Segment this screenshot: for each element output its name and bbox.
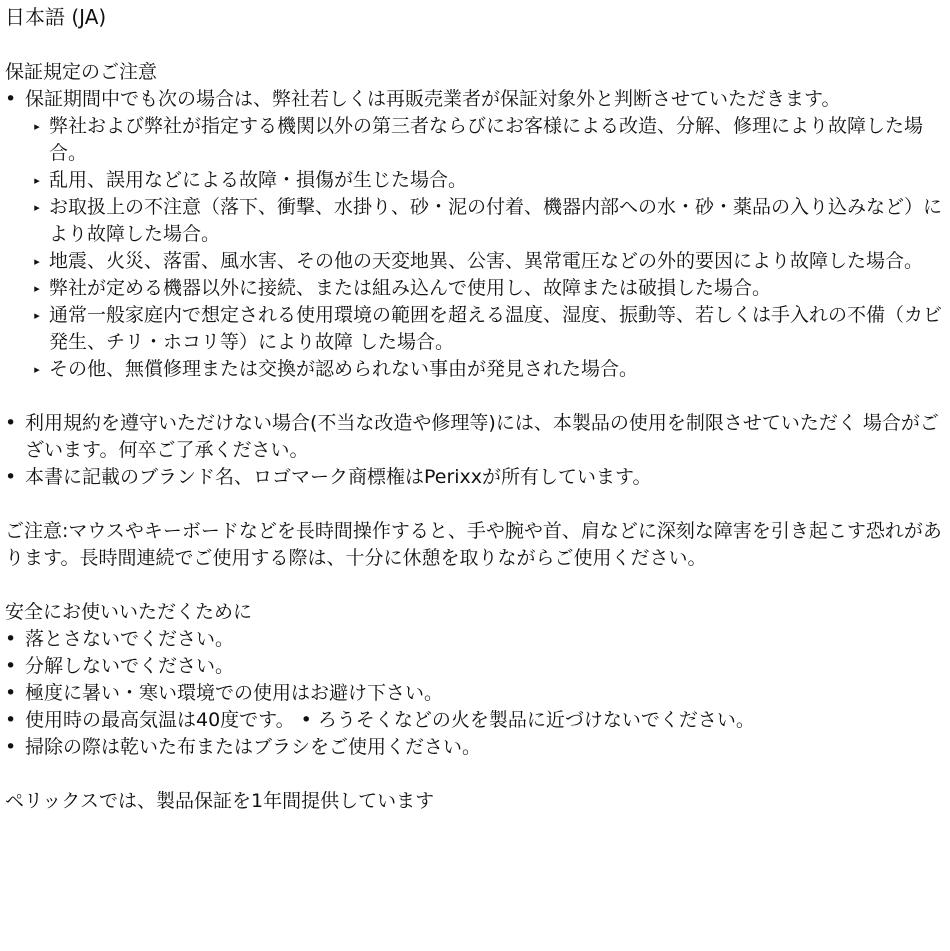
safety-item-text (25, 707, 945, 734)
safety-item-text: 落とさないでください。 (25, 628, 235, 650)
warranty-sub-item (5, 356, 945, 383)
closing-statement: ペリックスでは、製品保証を1年間提供しています (5, 790, 435, 812)
triangle-bullet-icon: ▸ (34, 255, 40, 268)
safety-item-temperature: 使用時の最高気温は40度です。 (25, 709, 295, 731)
spacer (5, 761, 945, 788)
warranty-document (5, 3, 945, 815)
triangle-bullet-icon: ▸ (34, 363, 40, 376)
bullet-icon: • (5, 709, 17, 731)
bullet-icon: • (5, 412, 17, 434)
language-heading: 日本語 (JA) (5, 5, 107, 29)
safety-item (5, 707, 945, 734)
terms-item-text: 利用規約を遵守いただけない場合(不当な改造や修理等)には、本製品の使用を制限させていただく 場合がございます。何卒ご了承ください。 (25, 412, 939, 461)
warranty-sub-item-text: お取扱上の不注意（落下、衝撃、水掛り、砂・泥の付着、機器内部への水・砂・薬品の入り込みなど）により故障した場合。 (49, 196, 943, 245)
safety-item-candle: ろうそくなどの火を製品に近づけないでください。 (317, 709, 755, 731)
warranty-sub-item-text: その他、無償修理または交換が認められない事由が発見された場合。 (49, 358, 639, 380)
warranty-sub-item-text: 弊社が定める機器以外に接続、または組み込んで使用し、故障または破損した場合。 (49, 277, 772, 299)
terms-item-text: 本書に記載のブランド名、ロゴマーク商標権はPerixxが所有しています。 (25, 466, 652, 488)
warranty-sub-item-text: 乱用、誤用などによる故障・損傷が生じた場合。 (49, 169, 468, 191)
bullet-icon: • (5, 736, 17, 758)
safety-item (5, 680, 945, 707)
warranty-sub-item-text: 地震、火災、落雷、風水害、その他の天変地異、公害、異常電圧などの外的要因により故障した場合。 (49, 250, 924, 272)
warranty-sub-item (5, 194, 945, 248)
safety-item (5, 653, 945, 680)
warranty-main-bullet-text: 保証期間中でも次の場合は、弊社若しくは再販売業者が保証対象外と判断させていただきます。 (25, 88, 841, 110)
warranty-title: 保証規定のご注意 (5, 61, 158, 83)
bullet-icon: • (5, 466, 17, 488)
warranty-sub-item (5, 248, 945, 275)
bullet-icon: • (5, 682, 17, 704)
safety-item-text: 極度に暑い・寒い環境での使用はお避け下さい。 (25, 682, 444, 704)
warranty-sub-item (5, 275, 945, 302)
bullet-icon: • (5, 628, 17, 650)
triangle-bullet-icon: ▸ (34, 174, 40, 187)
safety-item (5, 626, 945, 653)
terms-item (5, 464, 945, 491)
warranty-sub-item (5, 167, 945, 194)
warranty-main-bullet (5, 86, 945, 113)
bullet-icon: • (5, 655, 17, 677)
spacer (5, 491, 945, 518)
safety-item-text: 掃除の際は乾いた布またはブラシをご使用ください。 (25, 736, 482, 758)
safety-item-text: 分解しないでください。 (25, 655, 235, 677)
triangle-bullet-icon: ▸ (34, 201, 40, 214)
terms-item (5, 410, 945, 464)
safety-item (5, 734, 945, 761)
triangle-bullet-icon: ▸ (34, 282, 40, 295)
warranty-sub-item-text: 通常一般家庭内で想定される使用環境の範囲を超える温度、湿度、振動等、若しくは手入れの不備（カビ発生、チリ・ホコリ等）により故障 した場合。 (49, 304, 943, 353)
caution-paragraph: ご注意:マウスやキーボードなどを長時間操作すると、手や腕や首、肩などに深刻な障害を引き起こす恐れがあります。長時間連続でご使用する際は、十分に休憩を取りながらご使用ください。 (5, 520, 942, 569)
triangle-bullet-icon: ▸ (34, 309, 40, 322)
spacer (5, 572, 945, 599)
spacer (5, 383, 945, 410)
bullet-icon: • (5, 88, 17, 110)
warranty-sub-item-text: 弊社および弊社が指定する機関以外の第三者ならびにお客様による改造、分解、修理により故障した場合。 (49, 115, 924, 164)
bullet-icon: • (300, 709, 312, 731)
warranty-sub-item (5, 302, 945, 356)
triangle-bullet-icon: ▸ (34, 120, 40, 133)
safety-title: 安全にお使いいただくために (5, 601, 253, 623)
warranty-sub-item (5, 113, 945, 167)
